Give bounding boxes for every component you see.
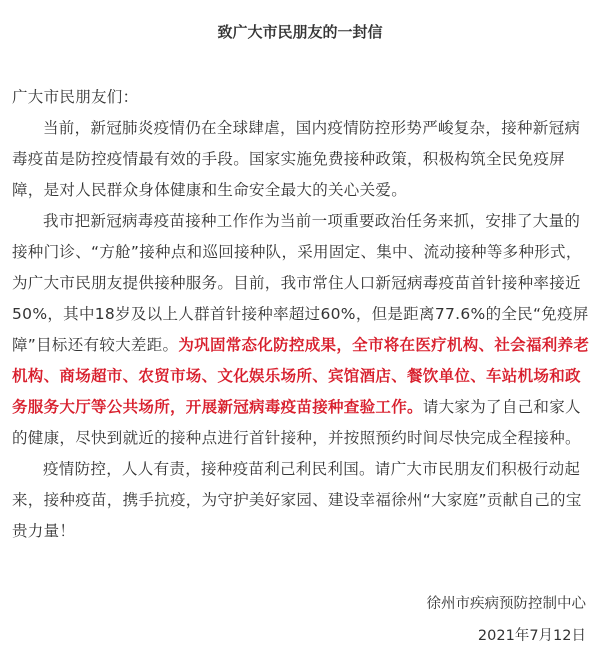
letter-title: 致广大市民朋友的一封信 [217,23,383,41]
paragraph-2-highlight: 为巩固常态化防控成果，全市将在医疗机构、社会福利养老机构、商场超市、农贸市场、文化娱乐场所、宾馆酒店、餐饮单位、车站机场和政务服务大厅等公共场所，开展新冠病毒疫苗接种查验工作。 [12,336,590,416]
letter-body [12,82,590,547]
salutation: 广大市民朋友们： [12,88,139,106]
paragraph-2 [12,206,590,454]
paragraph-2-text: 我市把新冠病毒疫苗接种工作作为当前一项重要政治任务来抓，安排了大量的接种门诊、“方舱”接种点和巡回接种队，采用固定、集中、流动接种等多种形式，为广大市民朋友提供接种服务。目前，我市常住人口新冠病毒疫苗首针接种率接近50%，其中18岁及以上人群首针接种率超过60%，但是距离77.6%的全民“免疫屏障”目标还有较大差距。 [12,212,589,354]
paragraph-1: 当前，新冠肺炎疫情仍在全球肆虐，国内疫情防控形势严峻复杂，接种新冠病毒疫苗是防控疫情最有效的手段。国家实施免费接种政策，积极构筑全民免疫屏障，是对人民群众身体健康和生命安全最大的关心关爱。 [12,119,581,199]
signature-date: 2021年7月12日 [477,628,586,644]
signature-org: 徐州市疾病预防控制中心 [426,596,586,612]
paragraph-3: 疫情防控，人人有责，接种疫苗利己利民利国。请广大市民朋友们积极行动起来，接种疫苗，携手抗疫，为守护美好家园、建设幸福徐州“大家庭”贡献自己的宝贵力量！ [12,460,582,540]
paragraph-2-tail: 请大家为了自己和家人的健康，尽快到就近的接种点进行首针接种，并按照预约时间尽快完成全程接种。 [12,398,581,447]
